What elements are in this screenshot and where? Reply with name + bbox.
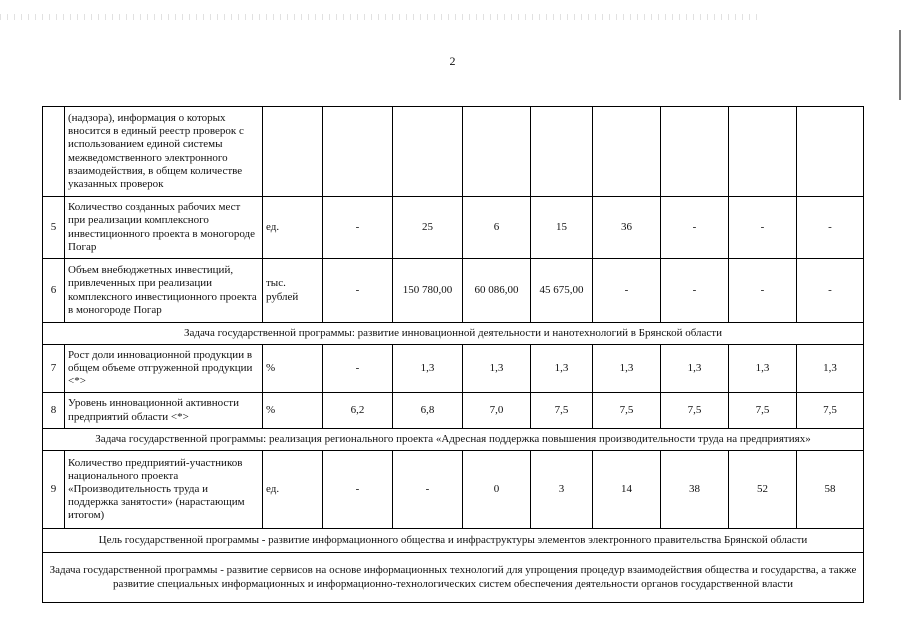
- value-cell: 1,3: [531, 345, 593, 393]
- value-cell: -: [661, 259, 729, 323]
- unit-cell: %: [263, 345, 323, 393]
- value-cell: [531, 107, 593, 197]
- indicator-name: Уровень инновационной активности предприятий области <*>: [65, 393, 263, 429]
- value-cell: 7,5: [661, 393, 729, 429]
- value-cell: 25: [393, 197, 463, 259]
- value-cell: [661, 107, 729, 197]
- value-cell: 52: [729, 451, 797, 529]
- section-heading: Задача государственной программы - развитие сервисов на основе информационных технологий для упрощения процедур взаимодействия общества и государства, а также развитие специальных информационных и информационно-технологических систем обеспечения деятельности органов государственной власти: [43, 553, 864, 603]
- indicator-name: Количество созданных рабочих мест при реализации комплексного инвестиционного проекта в моногороде Погар: [65, 197, 263, 259]
- indicator-name: Объем внебюджетных инвестиций, привлеченных при реализации комплексного инвестиционного проекта в моногороде Погар: [65, 259, 263, 323]
- row-number: 7: [43, 345, 65, 393]
- value-cell: 1,3: [393, 345, 463, 393]
- value-cell: 7,5: [797, 393, 864, 429]
- section-heading: Задача государственной программы: развитие инновационной деятельности и нанотехнологий в Брянской области: [43, 323, 864, 345]
- table-row: [43, 393, 864, 429]
- table-row: [43, 197, 864, 259]
- value-cell: [729, 107, 797, 197]
- table-row: [43, 259, 864, 323]
- unit-cell: [263, 107, 323, 197]
- value-cell: 7,5: [593, 393, 661, 429]
- table-row: [43, 451, 864, 529]
- value-cell: 6,8: [393, 393, 463, 429]
- table-body: [43, 107, 864, 603]
- unit-cell: ед.: [263, 451, 323, 529]
- table-row: [43, 107, 864, 197]
- value-cell: -: [323, 259, 393, 323]
- value-cell: 1,3: [593, 345, 661, 393]
- value-cell: -: [393, 451, 463, 529]
- value-cell: 60 086,00: [463, 259, 531, 323]
- value-cell: 6: [463, 197, 531, 259]
- section-row: [43, 529, 864, 553]
- value-cell: [593, 107, 661, 197]
- section-row: [43, 323, 864, 345]
- section-row: [43, 429, 864, 451]
- indicators-table: [42, 106, 864, 603]
- value-cell: 7,0: [463, 393, 531, 429]
- scan-artifact: [0, 14, 760, 20]
- row-number: 8: [43, 393, 65, 429]
- row-number: [43, 107, 65, 197]
- row-number: 5: [43, 197, 65, 259]
- row-number: 9: [43, 451, 65, 529]
- value-cell: [323, 107, 393, 197]
- value-cell: 3: [531, 451, 593, 529]
- value-cell: 1,3: [797, 345, 864, 393]
- value-cell: 7,5: [729, 393, 797, 429]
- section-heading: Задача государственной программы: реализация регионального проекта «Адресная поддержка повышения производительности труда на предприятиях»: [43, 429, 864, 451]
- value-cell: 15: [531, 197, 593, 259]
- section-heading: Цель государственной программы - развитие информационного общества и инфраструктуры элементов электронного правительства Брянской области: [43, 529, 864, 553]
- value-cell: -: [323, 451, 393, 529]
- value-cell: 38: [661, 451, 729, 529]
- value-cell: 1,3: [661, 345, 729, 393]
- value-cell: -: [323, 197, 393, 259]
- indicator-name: Рост доли инновационной продукции в общем объеме отгруженной продукции <*>: [65, 345, 263, 393]
- value-cell: 58: [797, 451, 864, 529]
- unit-cell: ед.: [263, 197, 323, 259]
- value-cell: -: [661, 197, 729, 259]
- row-number: 6: [43, 259, 65, 323]
- section-row: [43, 553, 864, 603]
- value-cell: 45 675,00: [531, 259, 593, 323]
- table-row: [43, 345, 864, 393]
- value-cell: 0: [463, 451, 531, 529]
- value-cell: [463, 107, 531, 197]
- value-cell: 1,3: [729, 345, 797, 393]
- value-cell: -: [323, 345, 393, 393]
- value-cell: -: [729, 259, 797, 323]
- value-cell: 14: [593, 451, 661, 529]
- value-cell: -: [797, 259, 864, 323]
- page-number: 2: [449, 54, 456, 68]
- unit-cell: тыс. рублей: [263, 259, 323, 323]
- indicator-name: Количество предприятий-участников национального проекта «Производительность труда и поддержка занятости» (нарастающим итогом): [65, 451, 263, 529]
- value-cell: -: [729, 197, 797, 259]
- value-cell: [797, 107, 864, 197]
- value-cell: 150 780,00: [393, 259, 463, 323]
- indicator-name: (надзора), информация о которых вносится в единый реестр проверок с использованием единой системы межведомственного электронного взаимодействия, в общем количестве указанных проверок: [65, 107, 263, 197]
- value-cell: 7,5: [531, 393, 593, 429]
- value-cell: -: [797, 197, 864, 259]
- value-cell: -: [593, 259, 661, 323]
- value-cell: 6,2: [323, 393, 393, 429]
- value-cell: 1,3: [463, 345, 531, 393]
- unit-cell: %: [263, 393, 323, 429]
- value-cell: 36: [593, 197, 661, 259]
- value-cell: [393, 107, 463, 197]
